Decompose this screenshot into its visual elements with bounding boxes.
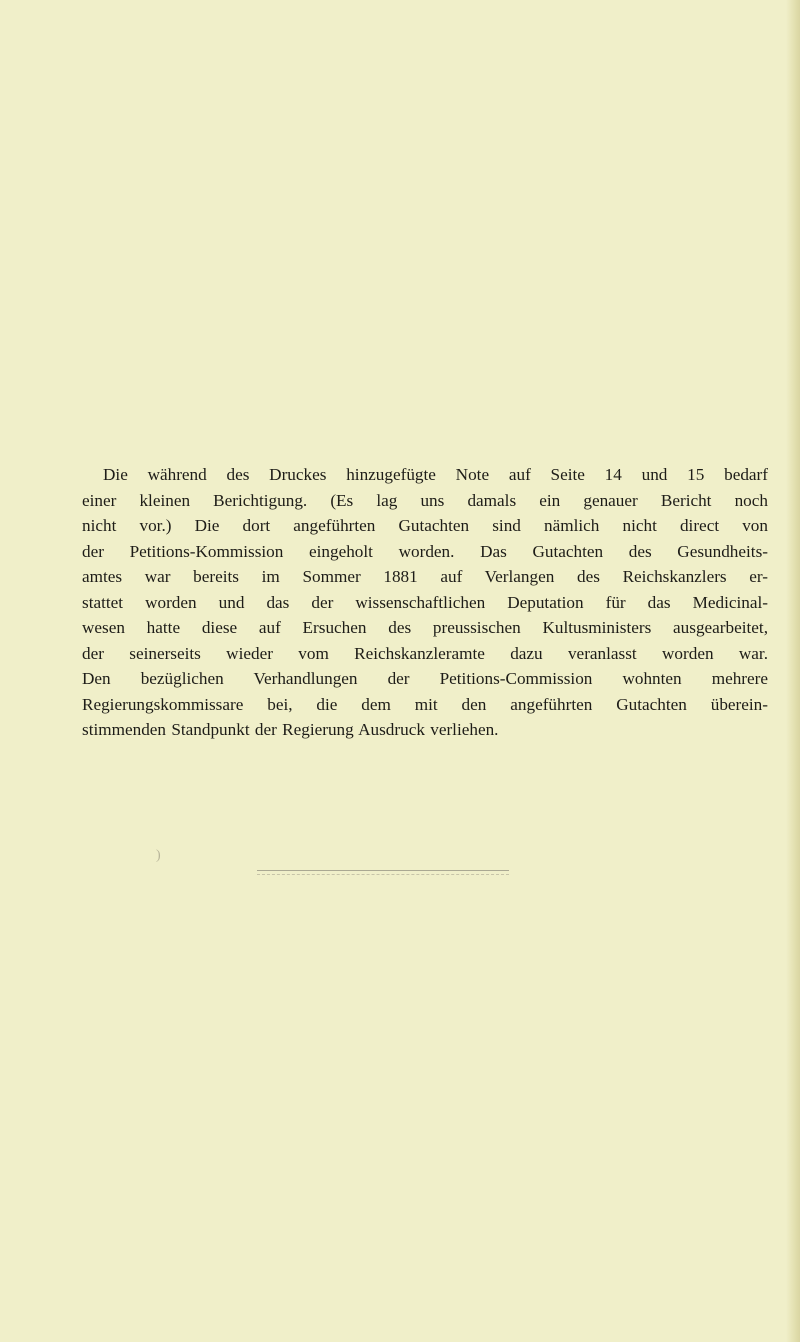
text-line: einer kleinen Berichtigung. (Es lag uns damals ein genauer Bericht noch <box>82 490 768 510</box>
correction-note-paragraph <box>82 462 768 743</box>
text-line: nicht vor.) Die dort angeführten Gutachten sind nämlich nicht direct von <box>82 516 768 535</box>
text-line: Die während des Druckes hinzugefügte Note auf Seite 14 und 15 bedarf <box>103 465 768 484</box>
page-edge-shadow <box>786 0 800 1342</box>
text-line: stattet worden und das der wissenschaftlichen Deputation für das Medicinal- <box>82 592 768 612</box>
separator-rule <box>257 870 509 875</box>
text-line: der seinerseits wieder vom Reichskanzleramte dazu veranlasst worden war. <box>82 643 768 663</box>
text-line: Den bezüglichen Verhandlungen der Petitions-Commission wohnten mehrere <box>82 669 768 688</box>
stray-mark: ) <box>156 848 161 863</box>
text-line: wesen hatte diese auf Ersuchen des preussischen Kultusministers ausgearbeitet, <box>82 618 768 637</box>
text-line: stimmenden Standpunkt der Regierung Ausdruck verliehen. <box>82 720 499 739</box>
text-line: Regierungskommissare bei, die dem mit den angeführten Gutachten überein- <box>82 694 768 714</box>
text-line: amtes war bereits im Sommer 1881 auf Verlangen des Reichskanzlers er- <box>82 567 768 586</box>
text-line: der Petitions-Kommission eingeholt worden. Das Gutachten des Gesundheits- <box>82 541 768 561</box>
